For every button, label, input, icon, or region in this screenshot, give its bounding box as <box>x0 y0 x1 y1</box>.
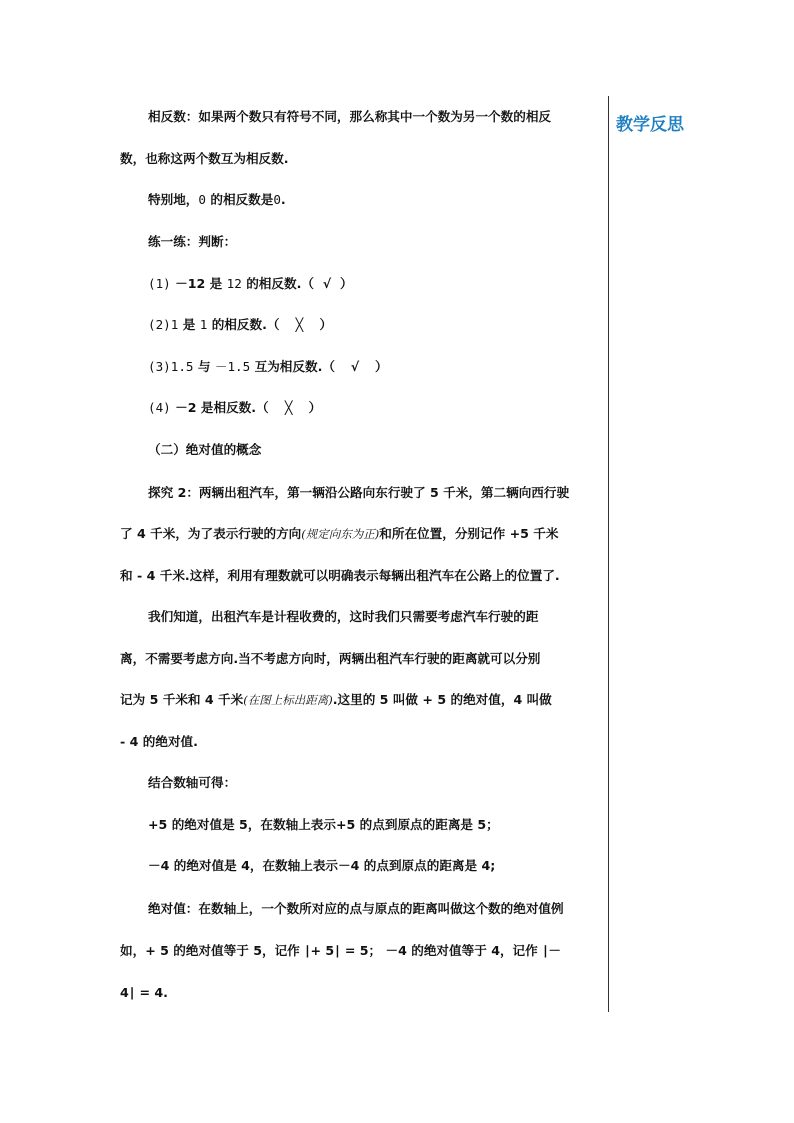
special-pre: 特别地， <box>148 192 199 207</box>
special-end: . <box>280 192 286 207</box>
opposite-definition-line1: 相反数：如果两个数只有符号不同，那么称其中一个数为另一个数的相反 <box>148 109 551 124</box>
q4-a: －2 <box>175 400 197 415</box>
explore-2c: 和所在位置，分别记作 +5 千米 <box>379 526 559 541</box>
exercise-q2 <box>148 316 332 334</box>
opposite-definition-line2: 数，也称这两个数互为相反数. <box>120 151 289 166</box>
know-line1: 我们知道，出租汽车是计程收费的，这时我们只需要考虑汽车行驶的距 <box>148 609 539 624</box>
q2-b: 是 <box>182 317 196 332</box>
q1-a: －12 <box>175 276 206 291</box>
q2-end: ） <box>319 317 333 332</box>
q4-d: 是相反数.（ <box>200 400 269 415</box>
q2-c: 1 <box>199 317 208 332</box>
know-3c: .这里的 5 叫做 + 5 的绝对值，4 叫做 <box>332 692 552 707</box>
q1-end: ） <box>339 276 353 291</box>
check-mark-icon: √ <box>350 359 360 374</box>
explore-line2 <box>120 525 558 543</box>
special-mid: 的相反数是 <box>205 192 274 207</box>
combine-line: 结合数轴可得： <box>148 775 237 790</box>
q1-d: 的相反数.（ <box>246 276 314 291</box>
check-mark-icon: √ <box>322 276 332 291</box>
reflection-title: 教学反思 <box>616 115 684 135</box>
q2-num: (2)1 <box>148 317 179 332</box>
abs-definition-line2: 如，+ 5 的绝对值等于 5，记作 ∣+ 5∣ = 5； －4 的绝对值等于 4，记作 ∣－ <box>120 943 562 958</box>
know-line2: 离，不需要考虑方向.当不考虑方向时，两辆出租汽车行驶的距离就可以分别 <box>120 651 541 666</box>
special-zero2: 0 <box>273 192 281 207</box>
q3-b: 与 <box>197 359 211 374</box>
q1-b: 是 <box>209 276 223 291</box>
section-heading: （二）绝对值的概念 <box>148 442 262 457</box>
know-line4: - 4 的绝对值. <box>120 734 198 749</box>
exercise-q3 <box>148 358 388 376</box>
abs-definition-line1: 绝对值：在数轴上，一个数所对应的点与原点的距离叫做这个数的绝对值例 <box>148 901 564 916</box>
q3-num: (3)1.5 <box>148 359 194 374</box>
explore-line1: 探究 2：两辆出租汽车，第一辆沿公路向东行驶了 5 千米，第二辆向西行驶 <box>148 485 570 500</box>
q3-d: 互为相反数.（ <box>254 359 335 374</box>
q1-num: (1) <box>148 276 171 291</box>
special-zero-line <box>148 191 286 209</box>
margin-divider <box>608 96 609 1012</box>
explore-2b: (规定向东为正) <box>301 527 380 541</box>
know-line3 <box>120 691 552 709</box>
q2-d: 的相反数.（ <box>211 317 280 332</box>
know-3b: (在图上标出距离) <box>243 693 333 707</box>
q3-c: －1.5 <box>214 359 251 374</box>
abs-negative-line: －4 的绝对值是 4，在数轴上表示－4 的点到原点的距离是 4; <box>148 858 496 873</box>
abs-positive-line: +5 的绝对值是 5，在数轴上表示+5 的点到原点的距离是 5； <box>148 817 499 832</box>
know-3a: 记为 5 千米和 4 千米 <box>120 692 244 707</box>
exercise-q4 <box>148 399 321 417</box>
exercise-title: 练一练：判断： <box>148 234 237 249</box>
q4-num: (4) <box>148 400 171 415</box>
cross-mark-icon: ╳ <box>295 317 304 332</box>
q3-end: ） <box>374 359 388 374</box>
explore-2a: 了 4 千米，为了表示行驶的方向 <box>120 526 302 541</box>
explore-line3: 和 - 4 千米.这样，利用有理数就可以明确表示每辆出租汽车在公路上的位置了. <box>120 568 560 583</box>
special-zero: 0 <box>198 192 206 207</box>
q4-end: ） <box>308 400 322 415</box>
abs-definition-line3: 4∣ = 4. <box>120 985 168 1000</box>
exercise-q1 <box>148 275 353 293</box>
q1-c: 12 <box>226 276 242 291</box>
cross-mark-icon: ╳ <box>284 400 293 415</box>
